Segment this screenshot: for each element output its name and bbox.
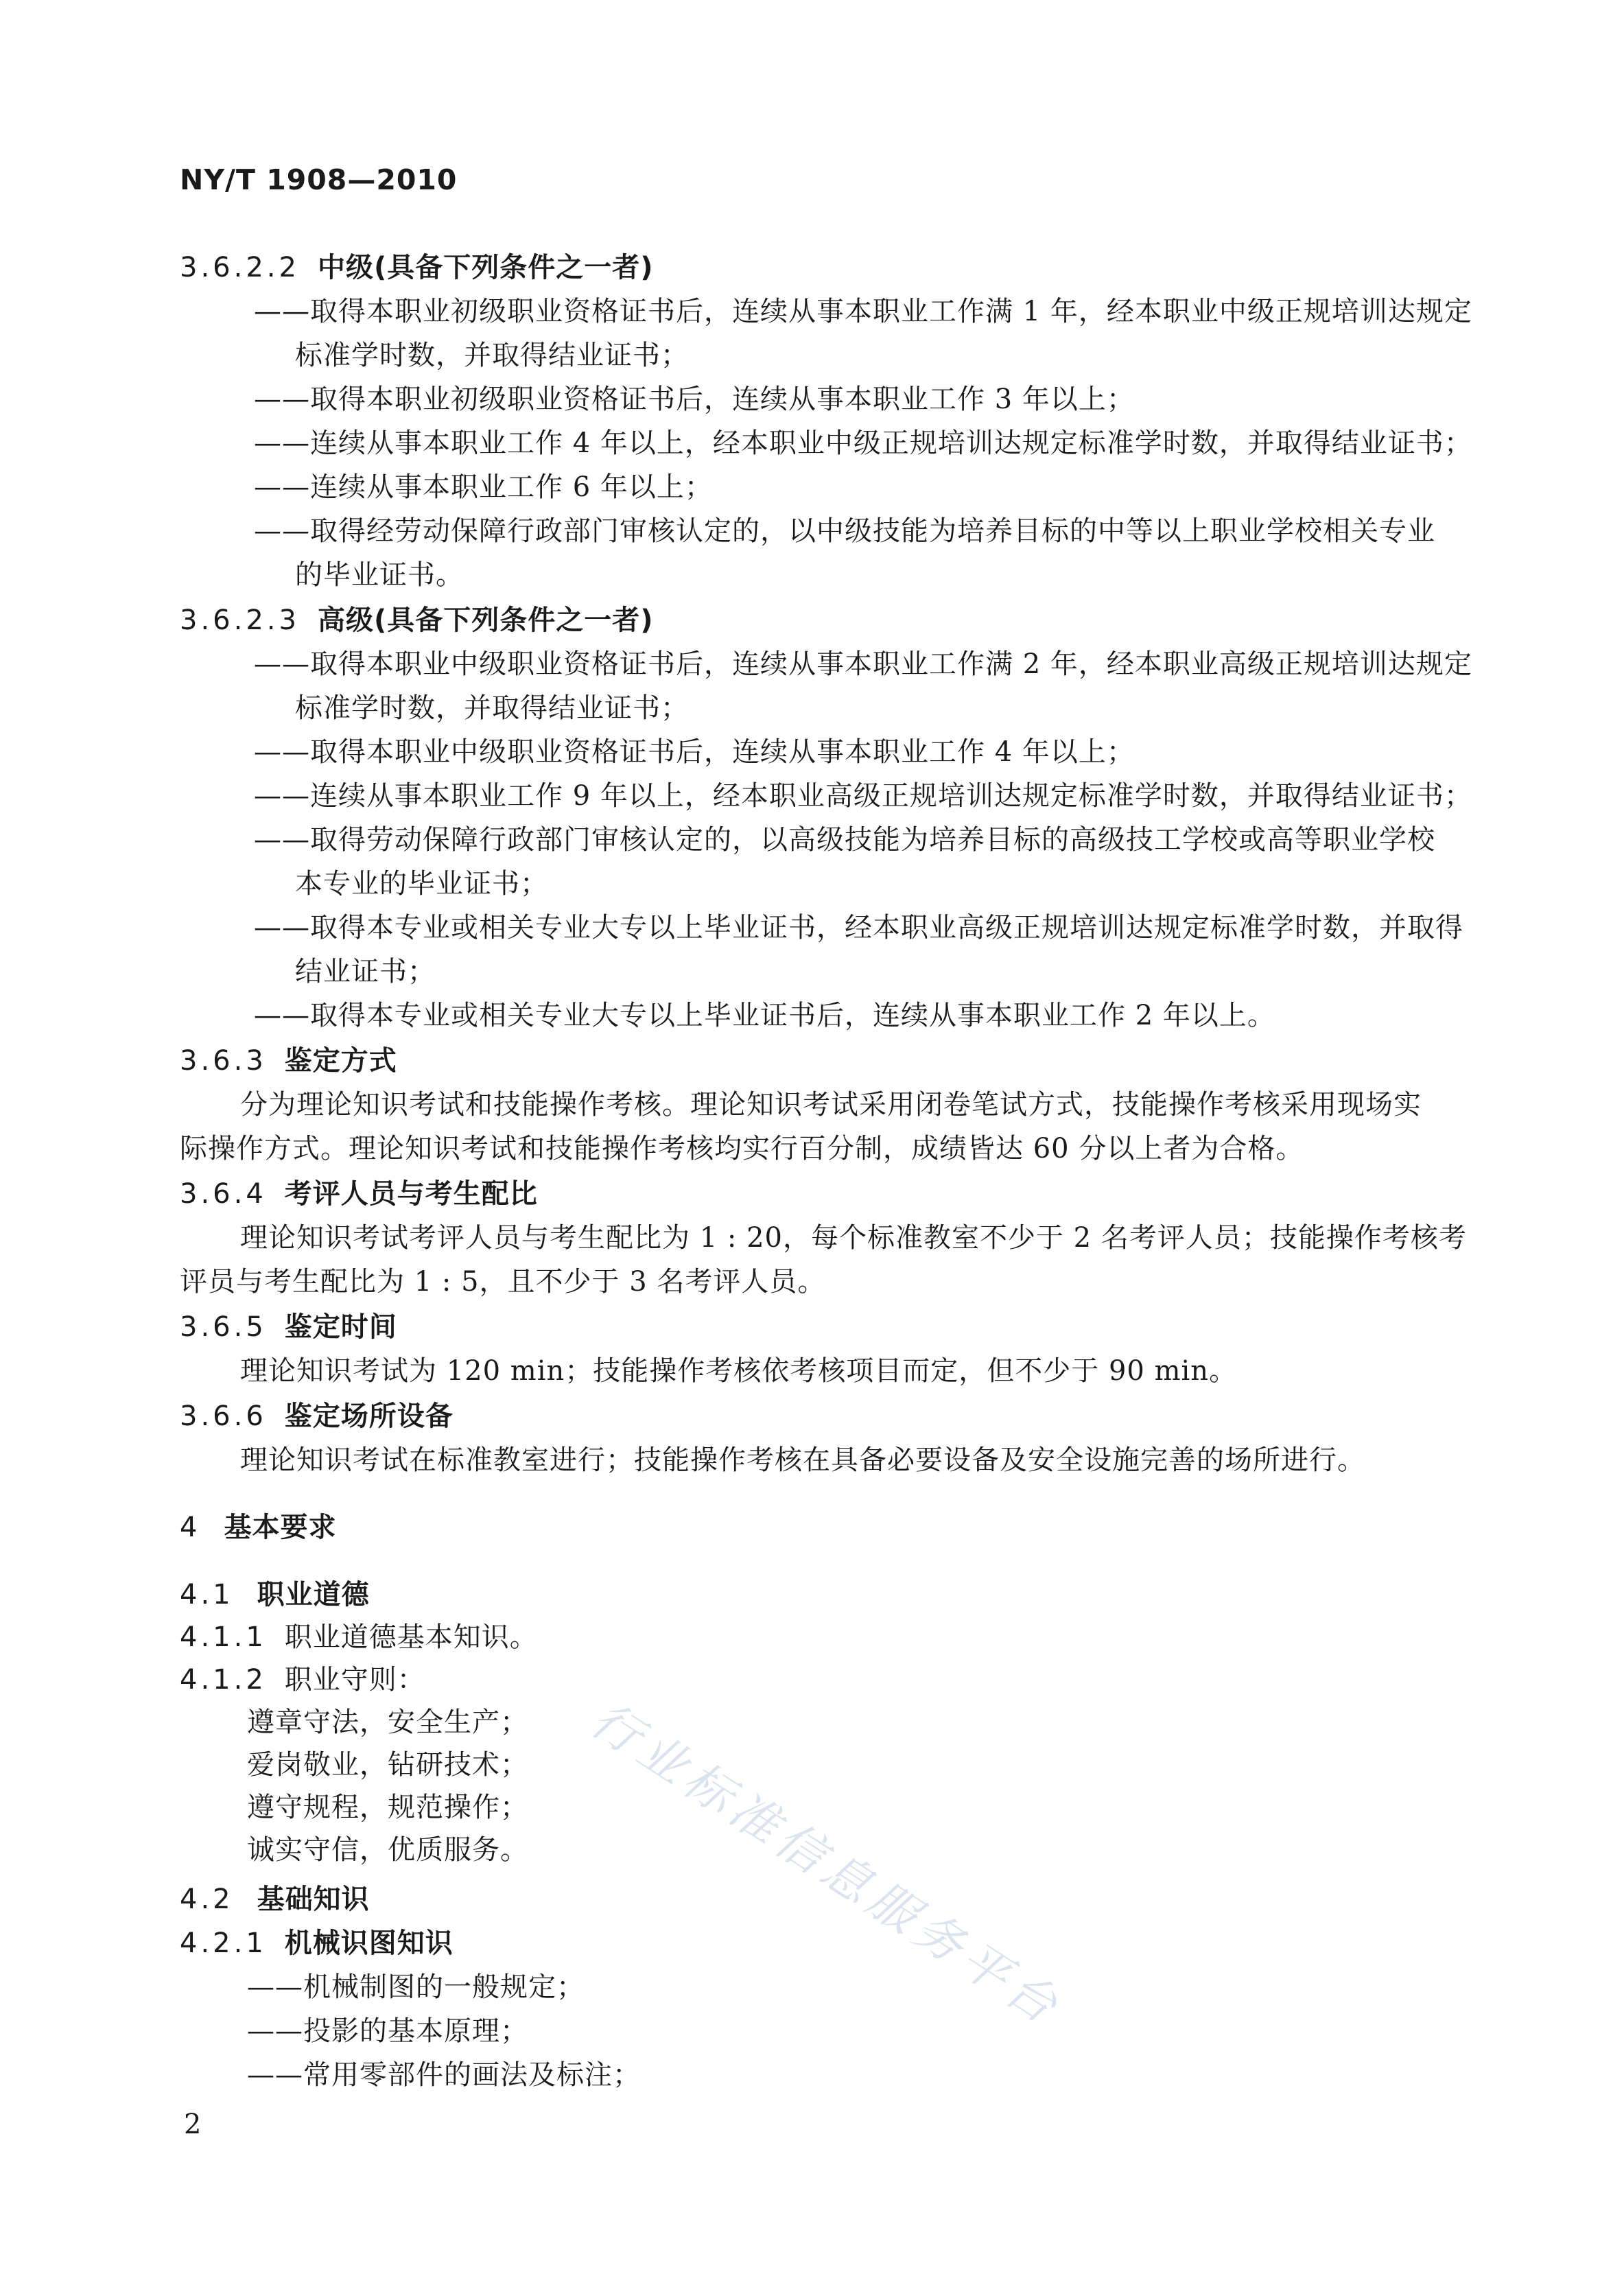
list-item-continuation: 标准学时数，并取得结业证书； [295,340,689,371]
list-item: ——连续从事本职业工作 6 年以上； [254,471,713,503]
heading-number: 3.6.3 [180,1045,267,1077]
code-item: 诚实守信，优质服务。 [247,1834,528,1866]
list-item-continuation: 结业证书； [295,956,436,987]
heading-364 [180,1180,538,1208]
heading-number: 3.6.2.3 [180,605,300,636]
heading-title: 鉴定时间 [284,1311,397,1343]
heading-number: 3.6.2.2 [180,252,300,283]
heading-title: 机械识图知识 [284,1927,454,1959]
heading-number: 3.6.4 [180,1178,267,1210]
watermark: 行业标准信息服务平台 [581,1691,1072,2038]
heading-3622 [180,254,654,281]
paragraph-line: 际操作方式。理论知识考试和技能操作考核均实行百分制，成绩皆达 60 分以上者为合格。 [180,1133,1304,1164]
list-item: ——取得本职业初级职业资格证书后，连续从事本职业工作满 1 年，经本职业中级正规培训达规定 [254,296,1472,327]
heading-412 [180,1666,425,1694]
heading-title: 职业道德基本知识。 [284,1621,538,1653]
heading-number: 4.2 [180,1884,234,1915]
list-item: ——投影的基本原理； [247,2015,528,2047]
standard-header: NY/T 1908—2010 [180,163,458,196]
heading-title: 鉴定场所设备 [284,1401,454,1432]
heading-title: 中级(具备下列条件之一者) [317,252,654,283]
heading-title: 职业守则： [284,1664,425,1696]
list-item: ——取得本职业中级职业资格证书后，连续从事本职业工作满 2 年，经本职业高级正规培训达规定 [254,648,1472,680]
heading-title: 鉴定方式 [284,1045,397,1077]
heading-number: 3.6.5 [180,1311,267,1343]
heading-title: 职业道德 [257,1579,370,1610]
heading-number: 4.1 [180,1579,234,1610]
list-item: ——取得本职业初级职业资格证书后，连续从事本职业工作 3 年以上； [254,384,1135,415]
code-item: 遵章守法，安全生产； [247,1707,528,1738]
heading-365 [180,1313,397,1341]
heading-366 [180,1403,454,1430]
code-item: 遵守规程，规范操作； [247,1792,528,1823]
heading-421 [180,1927,454,1959]
list-item: ——取得劳动保障行政部门审核认定的，以高级技能为培养目标的高级技工学校或高等职业学校 [254,824,1435,856]
heading-number: 4.2.1 [180,1927,267,1959]
heading-number: 4 [180,1512,201,1543]
paragraph-line: 分为理论知识考试和技能操作考核。理论知识考试采用闭卷笔试方式，技能操作考核采用现场实 [240,1089,1422,1121]
page-number: 2 [184,2109,202,2140]
heading-number: 3.6.6 [180,1401,267,1432]
heading-title: 基础知识 [257,1884,370,1915]
heading-3623 [180,607,654,634]
list-item-continuation: 的毕业证书。 [295,559,464,591]
heading-4 [180,1514,336,1541]
heading-number: 4.1.1 [180,1621,267,1653]
list-item: ——机械制图的一般规定； [247,1971,585,2003]
paragraph-line: 评员与考生配比为 1 : 5，且不少于 3 名考评人员。 [180,1266,826,1298]
paragraph-line: 理论知识考试为 120 min；技能操作考核依考核项目而定，但不少于 90 min。 [240,1355,1238,1387]
list-item: ——取得本专业或相关专业大专以上毕业证书，经本职业高级正规培训达规定标准学时数，并取得 [254,912,1463,944]
heading-title: 基本要求 [224,1512,337,1543]
list-item: ——取得本专业或相关专业大专以上毕业证书后，连续从事本职业工作 2 年以上。 [254,1000,1275,1031]
paragraph-line: 理论知识考试在标准教室进行；技能操作考核在具备必要设备及安全设施完善的场所进行。 [240,1444,1365,1476]
code-item: 爱岗敬业，钻研技术； [247,1749,528,1781]
list-item: ——常用零部件的画法及标注； [247,2059,641,2091]
heading-title: 高级(具备下列条件之一者) [317,605,654,636]
paragraph-line: 理论知识考试考评人员与考生配比为 1 : 20，每个标准教室不少于 2 名考评人员；技能操作考核考 [240,1222,1467,1254]
list-item: ——连续从事本职业工作 4 年以上，经本职业中级正规培训达规定标准学时数，并取得结业证书； [254,427,1472,459]
heading-title: 考评人员与考生配比 [284,1178,538,1210]
heading-363 [180,1047,397,1075]
heading-42 [180,1886,370,1913]
list-item: ——取得本职业中级职业资格证书后，连续从事本职业工作 4 年以上； [254,736,1135,768]
list-item-continuation: 本专业的毕业证书； [295,868,548,900]
heading-number: 4.1.2 [180,1664,267,1696]
heading-41 [180,1581,370,1608]
list-item: ——取得经劳动保障行政部门审核认定的，以中级技能为培养目标的中等以上职业学校相关专业 [254,515,1435,547]
list-item: ——连续从事本职业工作 9 年以上，经本职业高级正规培训达规定标准学时数，并取得结业证书； [254,780,1472,812]
list-item-continuation: 标准学时数，并取得结业证书； [295,692,689,724]
heading-411 [180,1621,538,1653]
